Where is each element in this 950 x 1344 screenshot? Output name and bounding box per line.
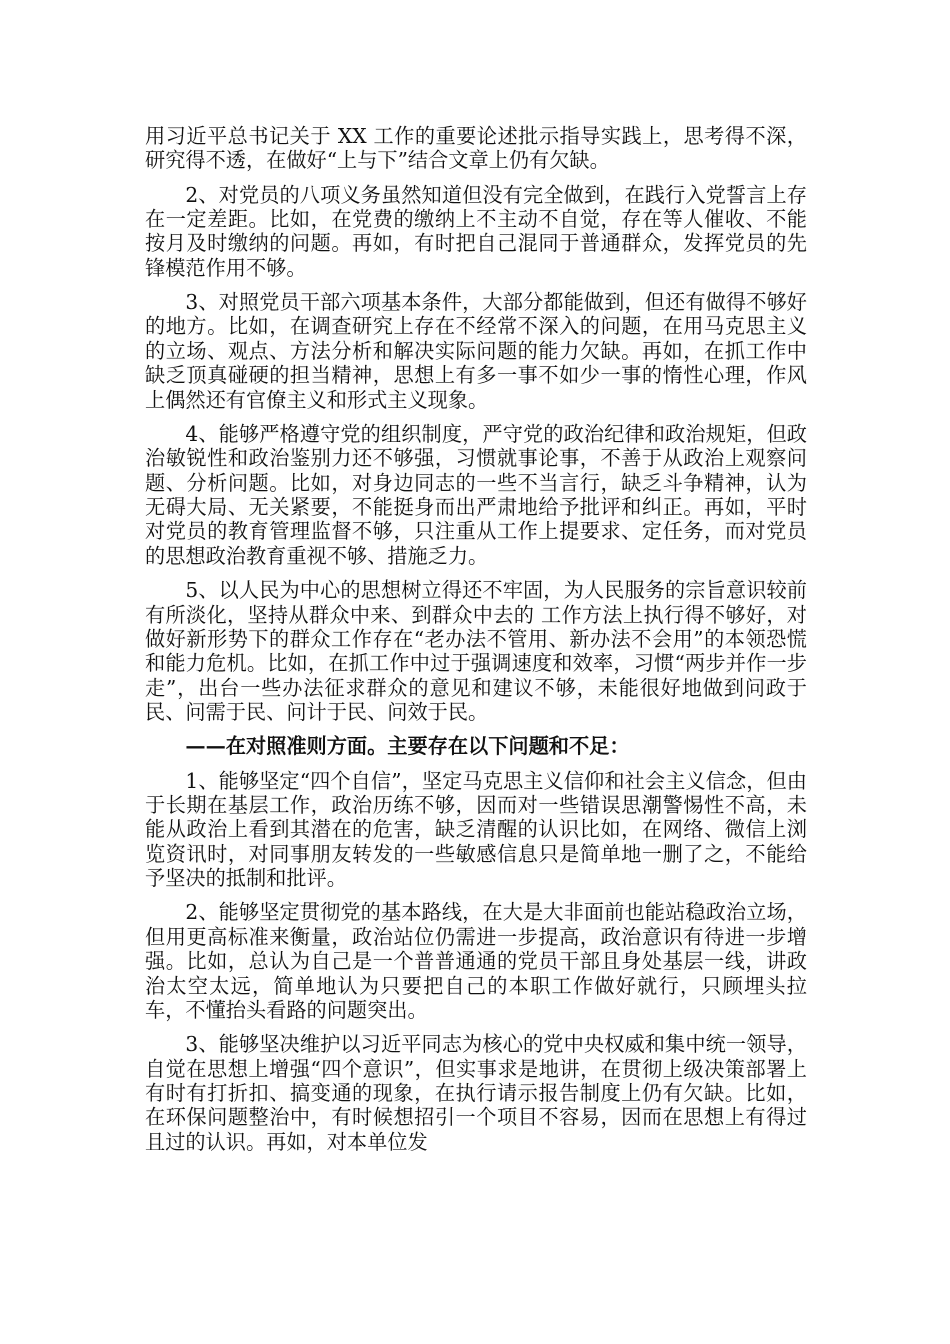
paragraph-continuation: 用习近平总书记关于 XX 工作的重要论述批示指导实践上，思考得不深，研究得不透，在做好“上与下”结合文章上仍有欠缺。: [145, 124, 807, 173]
document-body: [145, 124, 807, 1164]
paragraph-basic-line: 2、能够坚定贯彻党的基本路线，在大是大非面前也能站稳政治立场，但用更高标准来衡量，政治站位仍需进一步提高，政治意识有待进一步增强。比如，总认为自己是一个普普通通的党员干部且身处基层一线，讲政治太空太远，简单地认为只要把自己的本职工作做好就行，只顾埋头拉车，不懂抬头看路的问题突出。: [145, 900, 807, 1022]
paragraph-central-authority: 3、能够坚决维护以习近平同志为核心的党中央权威和集中统一领导，自觉在思想上增强“四个意识”，但实事求是地讲，在贯彻上级决策部署上有时有打折扣、搞变通的现象，在执行请示报告制度上仍有欠缺。比如，在环保问题整治中，有时候想招引一个项目不容易，因而在思想上有得过 且过的认识。再如，对本单位发: [145, 1032, 807, 1154]
paragraph-basic-conditions: 3、对照党员干部六项基本条件，大部分都能做到，但还有做得不够好的地方。比如，在调查研究上存在不经常不深入的问题，在用马克思主义的立场、观点、方法分析和解决实际问题的能力欠缺。再如，在抓工作中缺乏顶真碰硬的担当精神，思想上有多一事不如少一事的惰性心理，作风上偶然还有官僚主义和形式主义现象。: [145, 290, 807, 412]
paragraph-people-centered: 5、以人民为中心的思想树立得还不牢固，为人民服务的宗旨意识较前有所淡化，坚持从群众中来、到群众中去的 工作方法上执行得不够好，对做好新形势下的群众工作存在“老办法不管用、新办法不会用”的本领恐慌和能力危机。比如，在抓工作中过于强调速度和效率，习惯“两步并作一步走”，出台一些办法征求群众的意见和建议不够，未能很好地做到问政于民、问需于民、问计于民、问效于民。: [145, 578, 807, 725]
section-heading-guidelines: ——在对照准则方面。主要存在以下问题和不足：: [185, 734, 630, 759]
paragraph-organizational-rules: 4、能够严格遵守党的组织制度，严守党的政治纪律和政治规矩，但政治敏锐性和政治鉴别力还不够强，习惯就事论事，不善于从政治上观察问题、分析问题。比如，对身边同志的一些不当言行，缺乏斗争精神，认为无碍大局、无关紧要，不能挺身而出严肃地给予批评和纠正。再如，平时对党员的教育管理监督不够，只注重从工作上提要求、定任务，而对党员的思想政治教育重视不够、措施乏力。: [145, 421, 807, 568]
paragraph-party-member-duties: 2、对党员的八项义务虽然知道但没有完全做到，在践行入党誓言上存在一定差距。比如，在党费的缴纳上不主动不自觉，存在等人催收、不能按月及时缴纳的问题。再如，有时把自己混同于普通群众，发挥党员的先锋模范作用不够。: [145, 182, 807, 280]
paragraph-four-confidences: 1、能够坚定“四个自信”，坚定马克思主义信仰和社会主义信念，但由于长期在基层工作，政治历练不够，因而对一些错误思潮警惕性不高，未能从政治上看到其潜在的危害，缺乏清醒的认识比如，在网络、微信上浏览资讯时，对同事朋友转发的一些敏感信息只是简单地一删了之，不能给予坚决的抵制和批评。: [145, 768, 807, 891]
